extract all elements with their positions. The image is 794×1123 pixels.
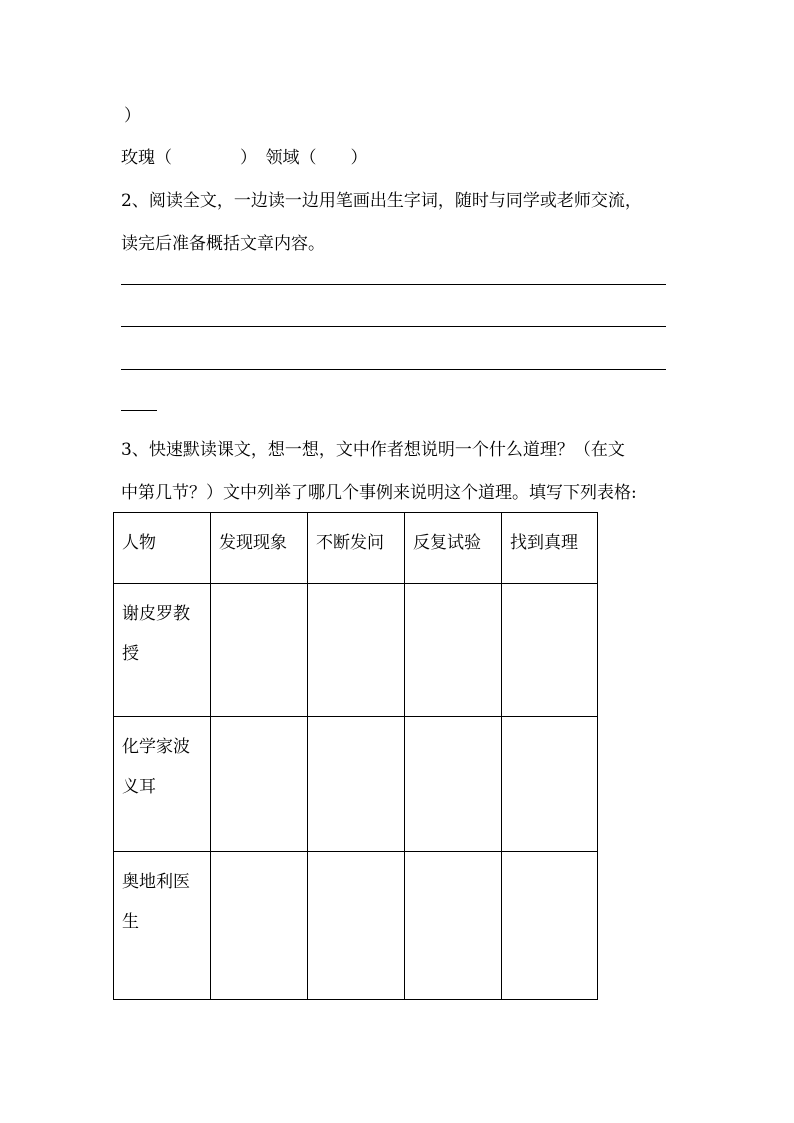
blank-cell[interactable] [211, 852, 308, 1000]
blank-cell[interactable] [308, 584, 405, 717]
blank-cell[interactable] [211, 717, 308, 852]
table-row [114, 717, 598, 852]
blank-cell[interactable] [308, 717, 405, 852]
header-cell-phenomenon: 发现现象 [211, 513, 308, 584]
answer-underline[interactable] [121, 272, 666, 285]
header-cell-truth: 找到真理 [502, 513, 598, 584]
answer-line-1[interactable] [121, 272, 666, 292]
table-header-row [114, 513, 598, 584]
answer-underline[interactable] [121, 314, 666, 327]
blank-cell[interactable] [502, 584, 598, 717]
answer-line-2[interactable] [121, 314, 666, 334]
blank-cell[interactable] [502, 852, 598, 1000]
table-row [114, 852, 598, 1000]
question-2-line-2: 读完后准备概括文章内容。 [121, 234, 325, 254]
blank-cell[interactable] [405, 852, 502, 1000]
table-row [114, 584, 598, 717]
question-3-line-2: 中第几节？）文中列举了哪几个事例来说明这个道理。填写下列表格: [121, 483, 637, 503]
blank-cell[interactable] [308, 852, 405, 1000]
answer-underline[interactable] [121, 357, 666, 370]
row-name-cell: 化学家波义耳 [114, 717, 211, 852]
answer-line-4[interactable] [121, 398, 157, 418]
blank-cell[interactable] [502, 717, 598, 852]
row-name-cell: 奥地利医生 [114, 852, 211, 1000]
blank-cell[interactable] [405, 584, 502, 717]
blank-cell[interactable] [211, 584, 308, 717]
question-2-line-1: 2、阅读全文，一边读一边用笔画出生字词，随时与同学或老师交流， [121, 191, 642, 211]
closing-paren-line: ） [124, 106, 141, 126]
vocabulary-blanks-line: 玫瑰（ ） 领域（ ） [121, 148, 368, 168]
header-cell-questioning: 不断发问 [308, 513, 405, 584]
header-cell-person: 人物 [114, 513, 211, 584]
header-cell-experiment: 反复试验 [405, 513, 502, 584]
row-name-cell: 谢皮罗教授 [114, 584, 211, 717]
answer-line-3[interactable] [121, 357, 666, 377]
answer-underline[interactable] [121, 398, 157, 411]
question-3-line-1: 3、快速默读课文，想一想，文中作者想说明一个什么道理？（在文 [121, 440, 625, 460]
fill-in-table [113, 512, 598, 1000]
blank-cell[interactable] [405, 717, 502, 852]
